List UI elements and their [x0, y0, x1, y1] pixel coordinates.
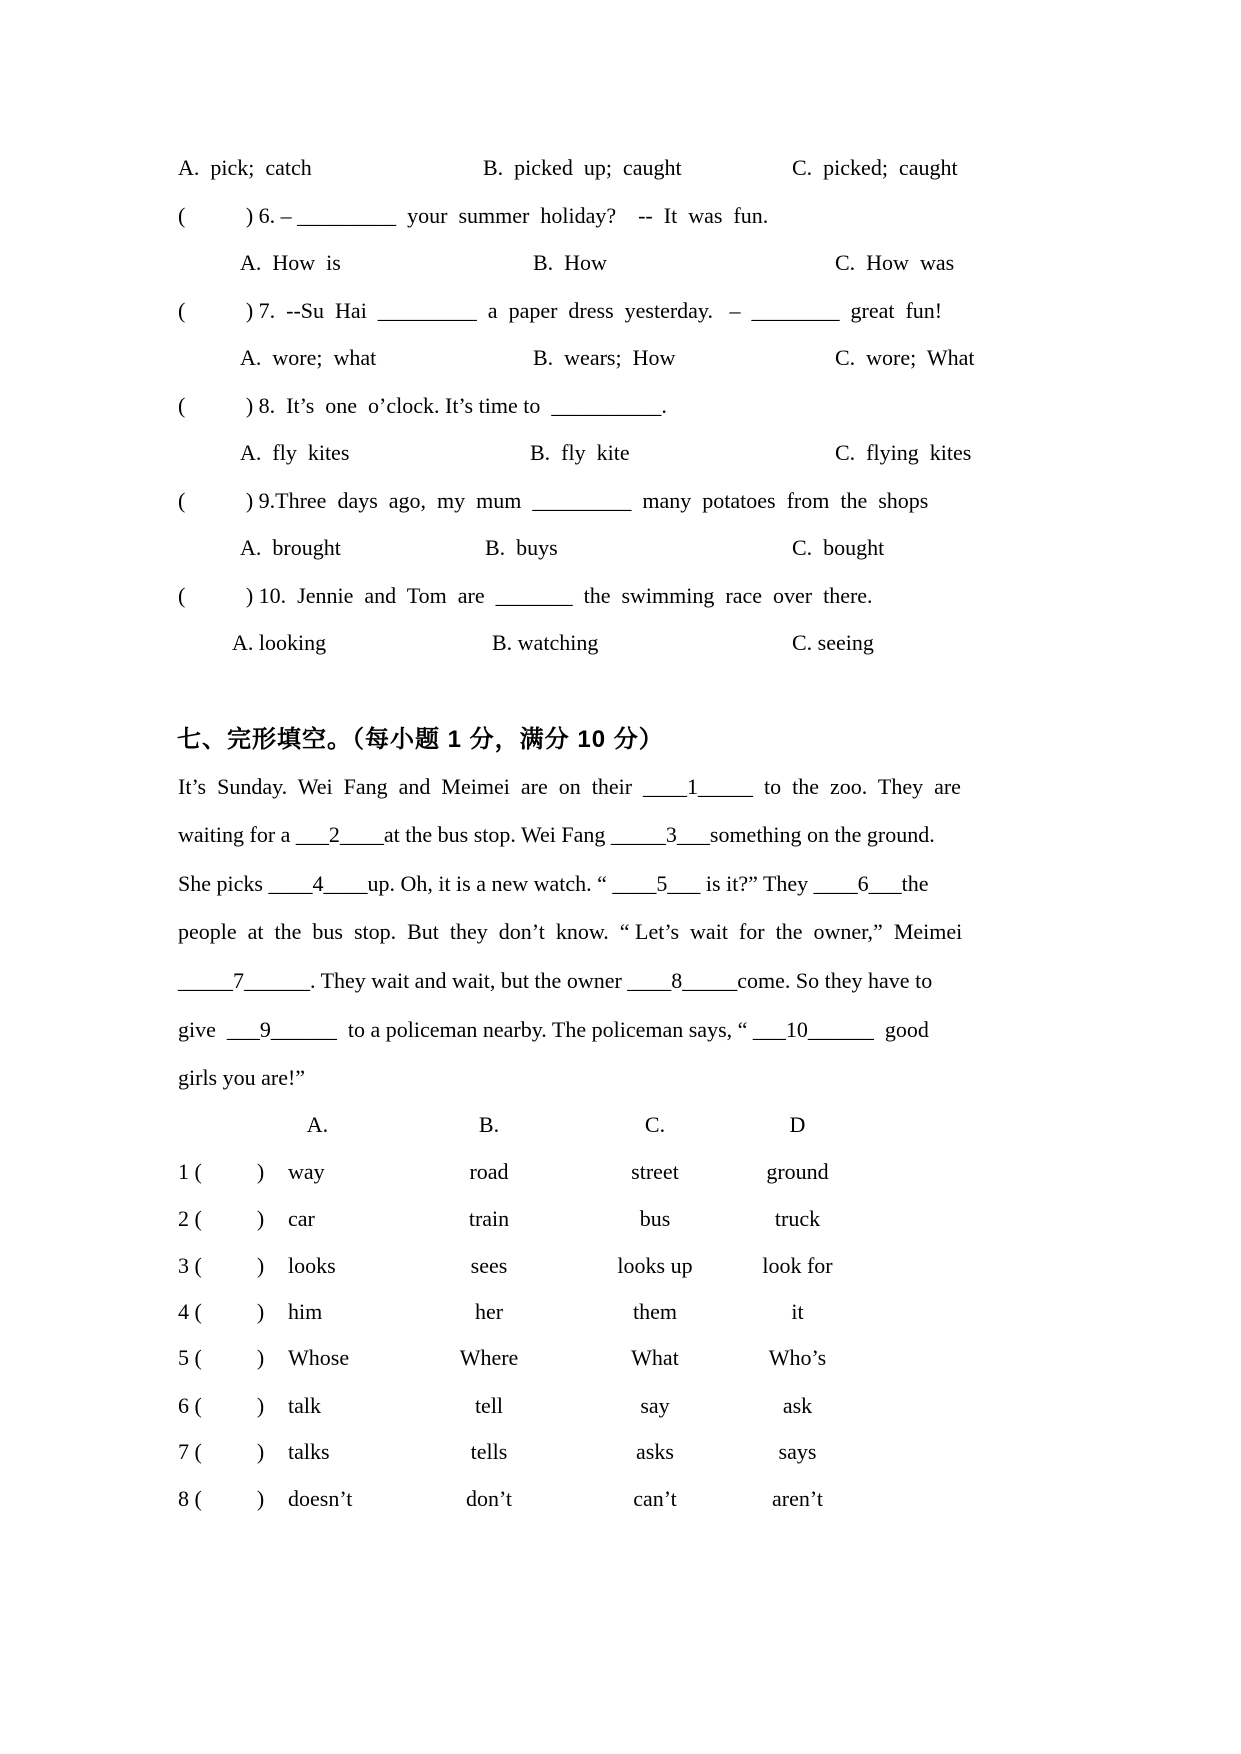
- row-2-option-c: bus: [639, 1206, 671, 1231]
- q8-option-b: B. fly kite: [530, 440, 630, 465]
- row-3-option-a: looks: [288, 1253, 336, 1278]
- q8-stem: ( ) 8. It’s one o’clock. It’s time to __________.: [178, 393, 667, 418]
- row-3-option-c: looks up: [617, 1253, 693, 1278]
- passage-line-1: It’s Sunday. Wei Fang and Meimei are on their ____1_____ to the zoo. They are: [178, 774, 961, 799]
- row-5-option-d: Who’s: [768, 1345, 827, 1370]
- row-7-option-d: says: [778, 1439, 817, 1464]
- row-8-option-b: don’t: [465, 1486, 513, 1511]
- q6-option-a: A. How is: [240, 250, 341, 275]
- q7-option-c: C. wore; What: [835, 345, 975, 370]
- row-1-label: 1 ( ): [178, 1159, 265, 1184]
- q9-option-b: B. buys: [485, 535, 558, 560]
- row-3-option-d: look for: [762, 1253, 833, 1278]
- q7-stem: ( ) 7. --Su Hai _________ a paper dress yesterday. – ________ great fun!: [178, 298, 943, 323]
- row-1-option-d: ground: [766, 1159, 829, 1184]
- row-1-option-c: street: [631, 1159, 679, 1184]
- q10-stem: ( ) 10. Jennie and Tom are _______ the swimming race over there.: [178, 583, 873, 608]
- q10-option-c: C. seeing: [792, 630, 874, 655]
- passage-line-7: girls you are!”: [178, 1065, 306, 1090]
- row-6-label: 6 ( ): [178, 1393, 265, 1418]
- row-7-label: 7 ( ): [178, 1439, 265, 1464]
- row-2-option-a: car: [288, 1206, 315, 1231]
- row-3-label: 3 ( ): [178, 1253, 265, 1278]
- row-7-option-a: talks: [288, 1439, 330, 1464]
- row-2-label: 2 ( ): [178, 1206, 265, 1231]
- q10-option-b: B. watching: [492, 630, 599, 655]
- row-7-option-c: asks: [636, 1439, 674, 1464]
- q7-option-b: B. wears; How: [533, 345, 676, 370]
- row-8-label: 8 ( ): [178, 1486, 265, 1511]
- row-2-option-d: truck: [774, 1206, 821, 1231]
- passage-line-4: people at the bus stop. But they don’t know. “ Let’s wait for the owner,” Meimei: [178, 919, 963, 944]
- row-4-option-d: it: [791, 1299, 804, 1324]
- row-4-label: 4 ( ): [178, 1299, 265, 1324]
- passage-line-5: _____7______. They wait and wait, but the owner ____8_____come. So they have to: [178, 968, 933, 993]
- row-5-option-c: What: [631, 1345, 679, 1370]
- q9-option-c: C. bought: [792, 535, 885, 560]
- row-2-option-b: train: [468, 1206, 510, 1231]
- row-1-option-a: way: [288, 1159, 325, 1184]
- row-6-option-a: talk: [288, 1393, 321, 1418]
- row-6-option-b: tell: [474, 1393, 504, 1418]
- row-4-option-c: them: [633, 1299, 677, 1324]
- q6-option-b: B. How: [533, 250, 607, 275]
- table-header-c: C.: [644, 1112, 666, 1137]
- q9-option-a: A. brought: [240, 535, 341, 560]
- passage-line-3: She picks ____4____up. Oh, it is a new watch. “ ____5___ is it?” They ____6___the: [178, 871, 929, 896]
- passage-line-6: give ___9______ to a policeman nearby. The policeman says, “ ___10______ good: [178, 1017, 929, 1042]
- row-3-option-b: sees: [470, 1253, 508, 1278]
- row-5-option-b: Where: [459, 1345, 519, 1370]
- table-header-b: B.: [478, 1112, 500, 1137]
- q7-option-a: A. wore; what: [240, 345, 377, 370]
- row-6-option-d: ask: [782, 1393, 813, 1418]
- q6-stem: ( ) 6. – _________ your summer holiday? -- It was fun.: [178, 203, 769, 228]
- q9-stem: ( ) 9.Three days ago, my mum _________ many potatoes from the shops: [178, 488, 929, 513]
- row-4-option-b: her: [474, 1299, 504, 1324]
- table-header-a: A.: [306, 1112, 329, 1137]
- table-header-d: D: [789, 1112, 806, 1137]
- q5-option-b: B. picked up; caught: [483, 155, 682, 180]
- row-4-option-a: him: [288, 1299, 323, 1324]
- q8-option-a: A. fly kites: [240, 440, 350, 465]
- q10-option-a: A. looking: [232, 630, 327, 655]
- q6-option-c: C. How was: [835, 250, 955, 275]
- row-6-option-c: say: [640, 1393, 670, 1418]
- row-8-option-a: doesn’t: [288, 1486, 353, 1511]
- q5-option-c: C. picked; caught: [792, 155, 958, 180]
- row-8-option-c: can’t: [633, 1486, 677, 1511]
- row-1-option-b: road: [469, 1159, 509, 1184]
- q8-option-c: C. flying kites: [835, 440, 972, 465]
- q5-option-a: A. pick; catch: [178, 155, 312, 180]
- cloze-section-heading: 七、完形填空。（每小题 1 分，满分 10 分）: [177, 726, 664, 753]
- row-8-option-d: aren’t: [772, 1486, 823, 1511]
- row-5-label: 5 ( ): [178, 1345, 265, 1370]
- passage-line-2: waiting for a ___2____at the bus stop. Wei Fang _____3___something on the ground.: [178, 822, 935, 847]
- row-7-option-b: tells: [470, 1439, 508, 1464]
- row-5-option-a: Whose: [288, 1345, 350, 1370]
